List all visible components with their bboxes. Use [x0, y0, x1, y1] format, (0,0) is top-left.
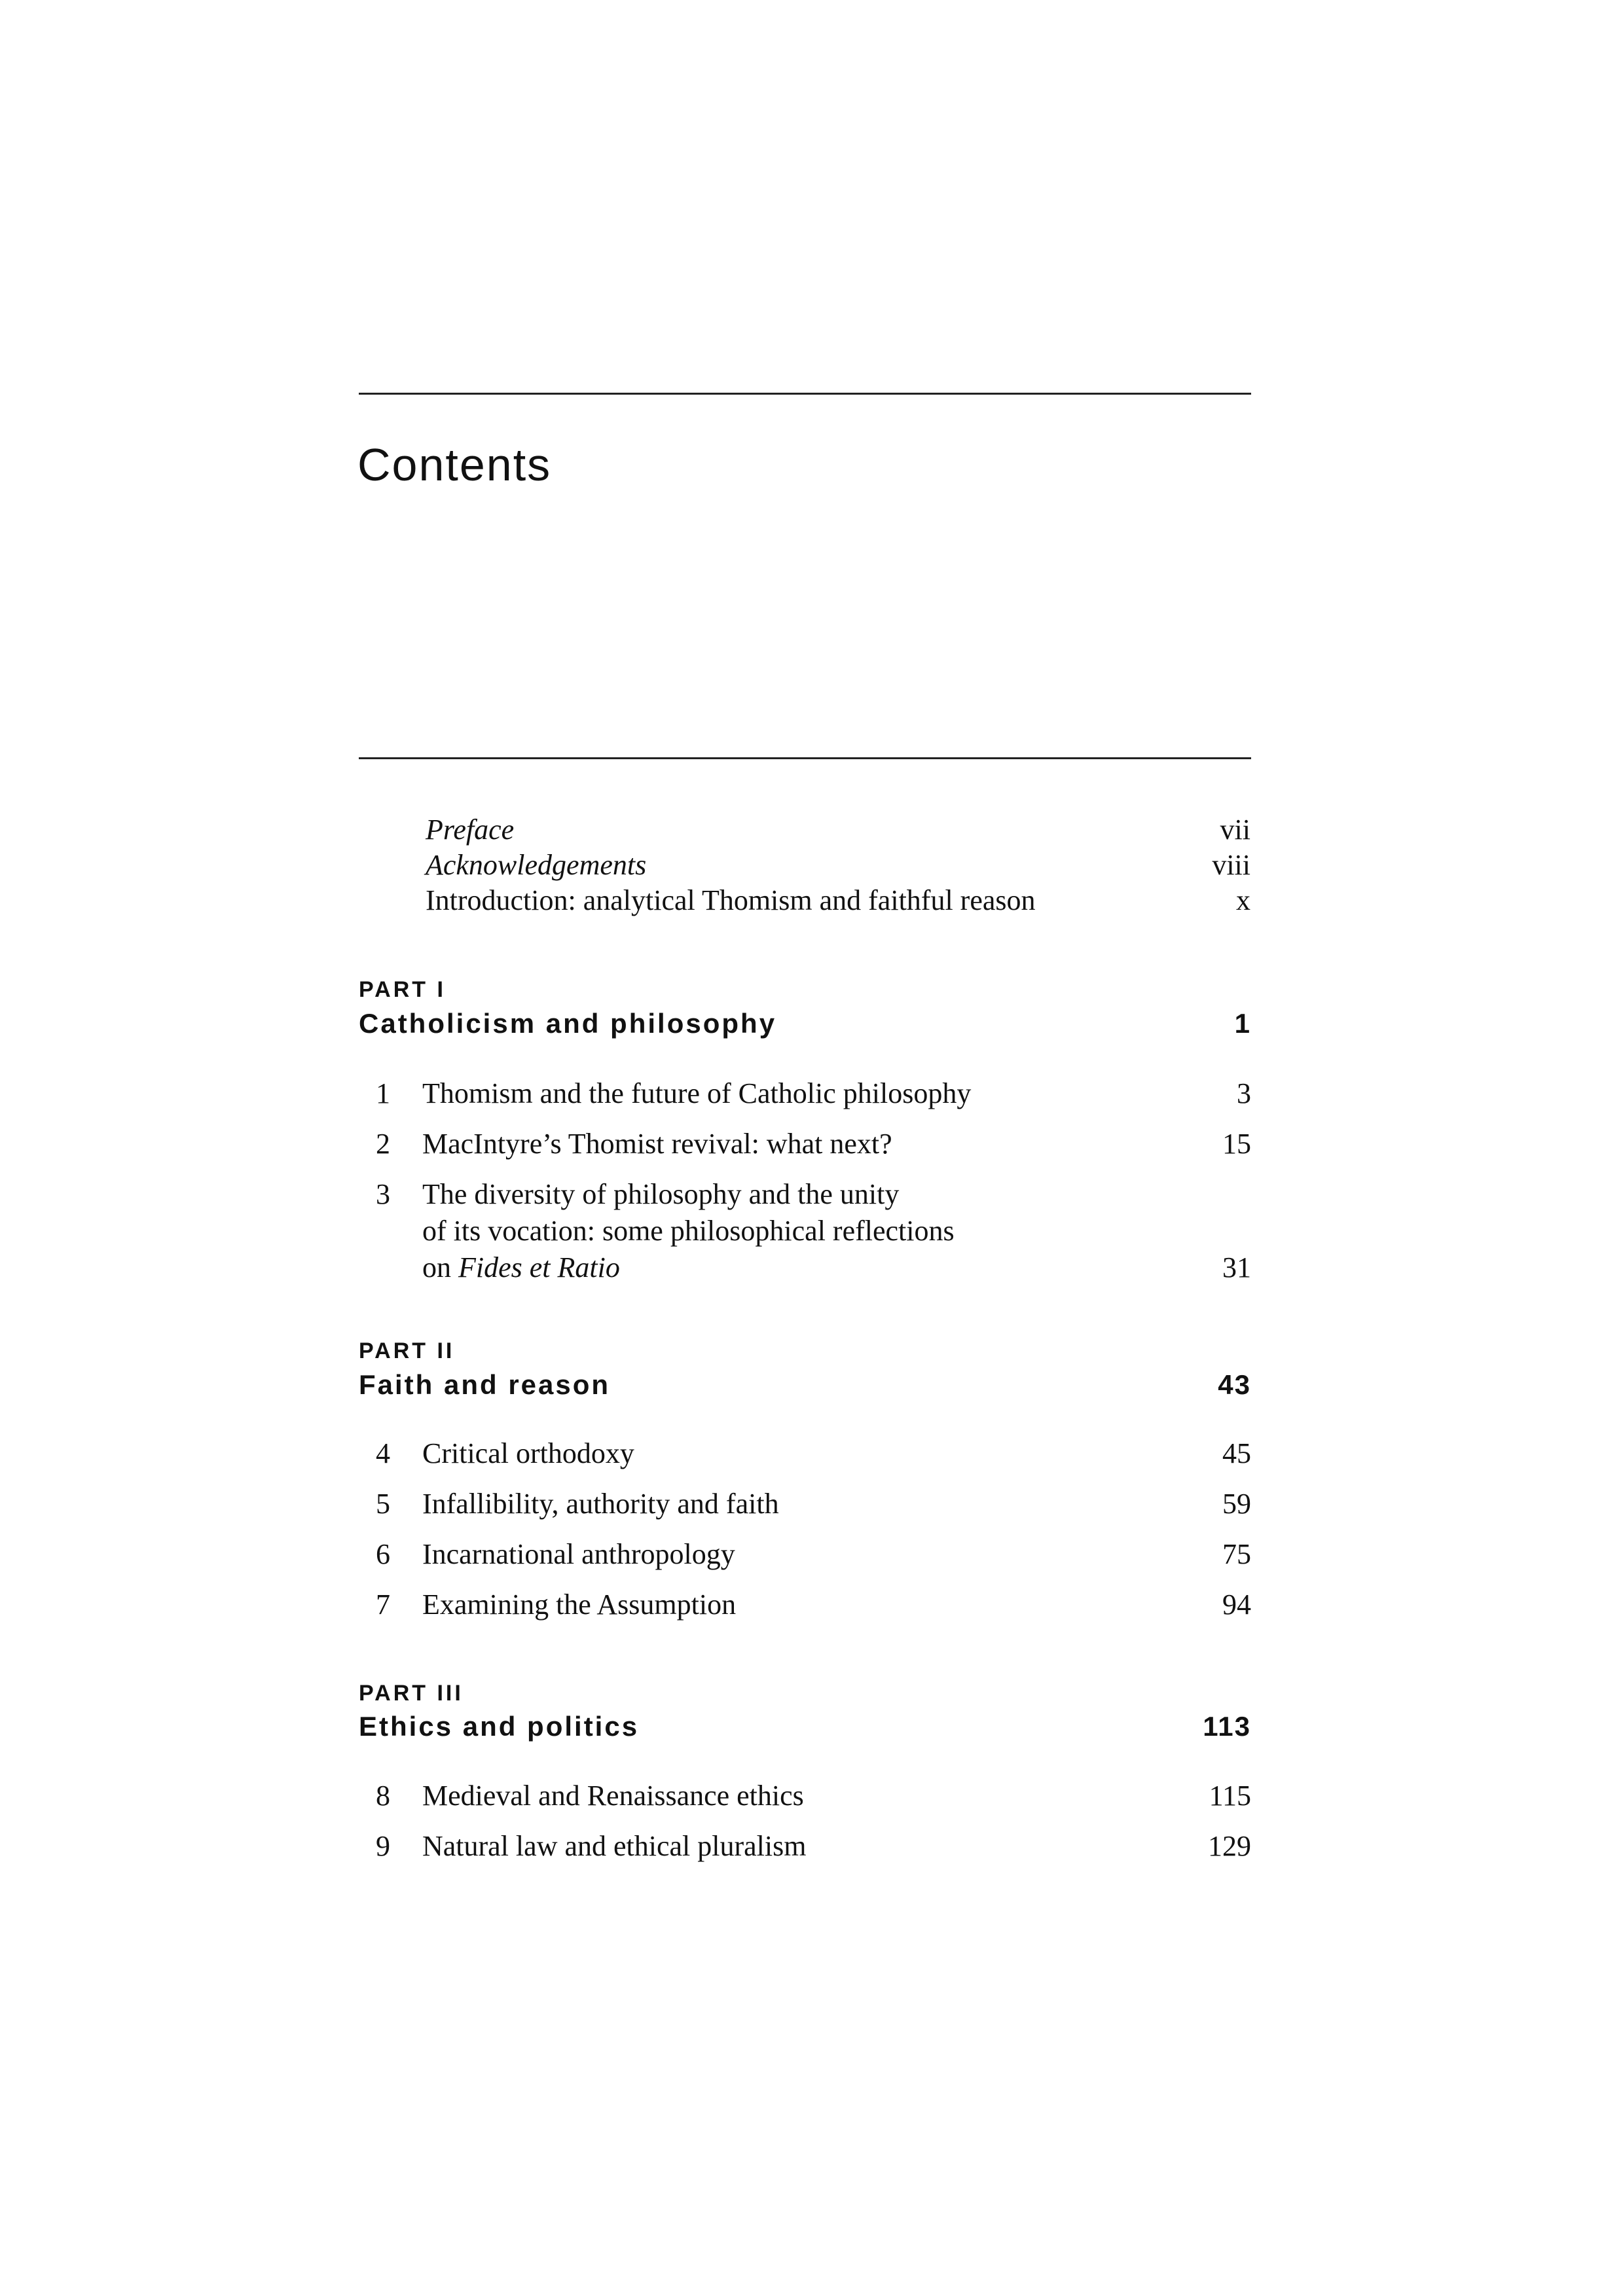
chapter-number: 7 [376, 1588, 390, 1621]
chapter-number: 6 [376, 1538, 390, 1570]
chapter-entry[interactable] [359, 1176, 1251, 1286]
chapter-entry[interactable] [359, 1778, 1251, 1814]
contents-rule [359, 757, 1251, 759]
toc-entry-page: vii [1220, 814, 1250, 846]
chapter-entry[interactable] [359, 1486, 1251, 1522]
part-label: PART I [359, 977, 446, 1002]
chapter-entry[interactable] [359, 1435, 1251, 1472]
chapter-title: Medieval and Renaissance ethics [422, 1780, 804, 1812]
chapter-page: 59 [1222, 1488, 1251, 1520]
chapter-number: 8 [376, 1780, 390, 1812]
toc-entry-page: viii [1212, 849, 1250, 881]
chapter-title: Thomism and the future of Catholic philosophy [422, 1077, 972, 1109]
chapter-title-work: Fides et Ratio [458, 1251, 620, 1283]
chapter-page: 129 [1208, 1830, 1251, 1862]
part-heading[interactable] [359, 1367, 1251, 1403]
part-title: Ethics and politics [359, 1711, 640, 1742]
chapter-page: 94 [1222, 1588, 1251, 1621]
chapter-entry[interactable] [359, 1126, 1251, 1162]
chapter-title: Critical orthodoxy [422, 1437, 634, 1469]
part-page: 113 [1203, 1711, 1251, 1742]
part-label: PART III [359, 1681, 464, 1706]
chapter-entry[interactable] [359, 1075, 1251, 1112]
chapter-page: 45 [1222, 1437, 1251, 1469]
chapter-page: 15 [1222, 1128, 1251, 1160]
toc-entry-acknowledgements[interactable] [426, 847, 1250, 884]
toc-entry-title: Acknowledgements [426, 849, 647, 881]
chapter-title: Natural law and ethical pluralism [422, 1830, 807, 1862]
part-title: Catholicism and philosophy [359, 1008, 777, 1039]
chapter-entry[interactable] [359, 1587, 1251, 1623]
part-title: Faith and reason [359, 1369, 611, 1400]
part-heading[interactable] [359, 1708, 1251, 1745]
toc-entry-title: Introduction: analytical Thomism and faithful reason [426, 884, 1036, 916]
chapter-number: 3 [376, 1178, 390, 1210]
toc-entry-page: x [1236, 884, 1250, 916]
chapter-entry[interactable] [359, 1828, 1251, 1865]
toc-entry-title: Preface [426, 814, 515, 846]
chapter-number: 4 [376, 1437, 390, 1469]
part-page: 43 [1218, 1369, 1251, 1400]
chapter-title: MacIntyre’s Thomist revival: what next? [422, 1128, 892, 1160]
part-label: PART II [359, 1338, 455, 1363]
chapter-page: 3 [1237, 1077, 1251, 1109]
chapter-page: 31 [1222, 1251, 1251, 1283]
chapter-number: 9 [376, 1830, 390, 1862]
chapter-title-line: The diversity of philosophy and the unity [422, 1178, 900, 1210]
part-page: 1 [1234, 1008, 1251, 1039]
chapter-title: Incarnational anthropology [422, 1538, 735, 1570]
chapter-page: 75 [1222, 1538, 1251, 1570]
chapter-title-line: of its vocation: some philosophical reflections [422, 1215, 955, 1247]
part-heading[interactable] [359, 1005, 1251, 1042]
toc-entry-preface[interactable] [426, 812, 1250, 848]
chapter-number: 1 [376, 1077, 390, 1109]
chapter-page: 115 [1209, 1780, 1251, 1812]
chapter-number: 2 [376, 1128, 390, 1160]
chapter-title: Examining the Assumption [422, 1588, 737, 1621]
top-rule [359, 393, 1251, 395]
chapter-title [422, 1176, 955, 1286]
chapter-title-prefix: on [422, 1251, 458, 1283]
chapter-title-line [422, 1249, 955, 1286]
chapter-entry[interactable] [359, 1536, 1251, 1573]
chapter-title: Infallibility, authority and faith [422, 1488, 779, 1520]
chapter-number: 5 [376, 1488, 390, 1520]
page-title: Contents [357, 439, 552, 490]
toc-entry-introduction[interactable] [426, 882, 1250, 919]
